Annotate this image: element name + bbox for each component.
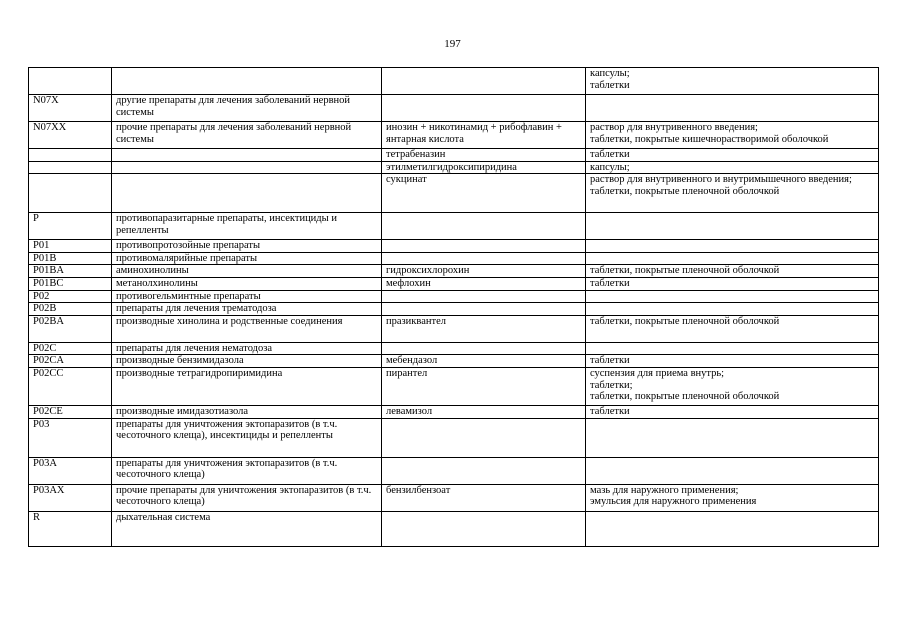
atc-code-cell: P (29, 213, 112, 240)
atc-code-cell: P01BA (29, 265, 112, 278)
dosage-forms-cell: таблетки (586, 149, 879, 162)
atc-code-cell: P03 (29, 418, 112, 457)
drug-name-cell: сукцинат (382, 174, 586, 213)
drug-name-cell: мефлохин (382, 277, 586, 290)
atc-code-cell: P02CE (29, 405, 112, 418)
dosage-forms-cell: таблетки (586, 405, 879, 418)
table-row (29, 252, 879, 265)
drug-name-cell (382, 457, 586, 484)
group-name-cell: производные хинолина и родственные соединения (112, 315, 382, 342)
dosage-forms-cell (586, 342, 879, 355)
atc-code-cell: P02 (29, 290, 112, 303)
group-name-cell: препараты для лечения нематодоза (112, 342, 382, 355)
group-name-cell (112, 149, 382, 162)
group-name-cell: метанолхинолины (112, 277, 382, 290)
drug-name-cell (382, 252, 586, 265)
table-row (29, 174, 879, 213)
dosage-forms-cell: таблетки, покрытые пленочной оболочкой (586, 265, 879, 278)
group-name-cell: противомалярийные препараты (112, 252, 382, 265)
table-row (29, 315, 879, 342)
drug-table (28, 67, 879, 547)
atc-code-cell (29, 174, 112, 213)
dosage-forms-cell (586, 213, 879, 240)
table-row (29, 511, 879, 546)
drug-name-cell: тетрабеназин (382, 149, 586, 162)
drug-name-cell (382, 290, 586, 303)
drug-name-cell: пирантел (382, 367, 586, 405)
atc-code-cell: P02B (29, 303, 112, 316)
atc-code-cell: N07XX (29, 122, 112, 149)
table-row (29, 122, 879, 149)
table-row (29, 418, 879, 457)
table-row (29, 161, 879, 174)
drug-name-cell (382, 511, 586, 546)
atc-code-cell (29, 161, 112, 174)
drug-name-cell (382, 213, 586, 240)
drug-name-cell (382, 240, 586, 253)
group-name-cell: прочие препараты для лечения заболеваний нервной системы (112, 122, 382, 149)
dosage-forms-cell: раствор для внутривенного введения; таблетки, покрытые кишечнорастворимой оболочкой (586, 122, 879, 149)
drug-name-cell (382, 303, 586, 316)
group-name-cell: противопротозойные препараты (112, 240, 382, 253)
atc-code-cell: P03A (29, 457, 112, 484)
table-row (29, 342, 879, 355)
table-row (29, 68, 879, 95)
drug-name-cell (382, 418, 586, 457)
drug-name-cell (382, 342, 586, 355)
table-row (29, 240, 879, 253)
group-name-cell: дыхательная система (112, 511, 382, 546)
group-name-cell (112, 68, 382, 95)
table-row (29, 265, 879, 278)
dosage-forms-cell (586, 303, 879, 316)
group-name-cell: производные имидазотиазола (112, 405, 382, 418)
atc-code-cell: P02BA (29, 315, 112, 342)
table-row (29, 367, 879, 405)
page-number: 197 (444, 38, 461, 50)
dosage-forms-cell (586, 290, 879, 303)
dosage-forms-cell (586, 457, 879, 484)
drug-name-cell (382, 68, 586, 95)
group-name-cell: препараты для лечения трематодоза (112, 303, 382, 316)
table-row (29, 277, 879, 290)
atc-code-cell (29, 149, 112, 162)
table-body (29, 68, 879, 547)
table-row (29, 457, 879, 484)
dosage-forms-cell: таблетки, покрытые пленочной оболочкой (586, 315, 879, 342)
group-name-cell: противогельминтные препараты (112, 290, 382, 303)
atc-code-cell: P01B (29, 252, 112, 265)
table-row (29, 484, 879, 511)
atc-code-cell: P01 (29, 240, 112, 253)
drug-name-cell: празиквантел (382, 315, 586, 342)
atc-code-cell: R (29, 511, 112, 546)
drug-name-cell (382, 95, 586, 122)
drug-name-cell: мебендазол (382, 355, 586, 368)
dosage-forms-cell (586, 95, 879, 122)
table-row (29, 213, 879, 240)
atc-code-cell: P03AX (29, 484, 112, 511)
dosage-forms-cell (586, 252, 879, 265)
group-name-cell: прочие препараты для уничтожения эктопаразитов (в т.ч. чесоточного клеща) (112, 484, 382, 511)
group-name-cell (112, 174, 382, 213)
dosage-forms-cell: таблетки (586, 277, 879, 290)
table-row (29, 405, 879, 418)
atc-code-cell: P02C (29, 342, 112, 355)
atc-code-cell (29, 68, 112, 95)
drug-name-cell: инозин + никотинамид + рибофлавин + янтарная кислота (382, 122, 586, 149)
table-row (29, 95, 879, 122)
drug-name-cell: бензилбензоат (382, 484, 586, 511)
drug-name-cell: левамизол (382, 405, 586, 418)
group-name-cell: производные тетрагидропиримидина (112, 367, 382, 405)
atc-code-cell: P02CA (29, 355, 112, 368)
dosage-forms-cell: мазь для наружного применения; эмульсия для наружного применения (586, 484, 879, 511)
drug-name-cell: этилметилгидроксипиридина (382, 161, 586, 174)
atc-code-cell: P02CC (29, 367, 112, 405)
dosage-forms-cell (586, 240, 879, 253)
atc-code-cell: N07X (29, 95, 112, 122)
group-name-cell: аминохинолины (112, 265, 382, 278)
group-name-cell: препараты для уничтожения эктопаразитов (в т.ч. чесоточного клеща) (112, 457, 382, 484)
table-row (29, 303, 879, 316)
group-name-cell: противопаразитарные препараты, инсектициды и репелленты (112, 213, 382, 240)
group-name-cell: производные бензимидазола (112, 355, 382, 368)
group-name-cell: другие препараты для лечения заболеваний нервной системы (112, 95, 382, 122)
dosage-forms-cell (586, 511, 879, 546)
dosage-forms-cell (586, 418, 879, 457)
dosage-forms-cell: суспензия для приема внутрь; таблетки; таблетки, покрытые пленочной оболочкой (586, 367, 879, 405)
drug-name-cell: гидроксихлорохин (382, 265, 586, 278)
dosage-forms-cell: таблетки (586, 355, 879, 368)
table-row (29, 149, 879, 162)
atc-code-cell: P01BC (29, 277, 112, 290)
group-name-cell (112, 161, 382, 174)
dosage-forms-cell: капсулы; (586, 161, 879, 174)
table-row (29, 355, 879, 368)
group-name-cell: препараты для уничтожения эктопаразитов (в т.ч. чесоточного клеща), инсектициды и репелленты (112, 418, 382, 457)
dosage-forms-cell: капсулы; таблетки (586, 68, 879, 95)
dosage-forms-cell: раствор для внутривенного и внутримышечного введения; таблетки, покрытые пленочной оболочкой (586, 174, 879, 213)
table-row (29, 290, 879, 303)
